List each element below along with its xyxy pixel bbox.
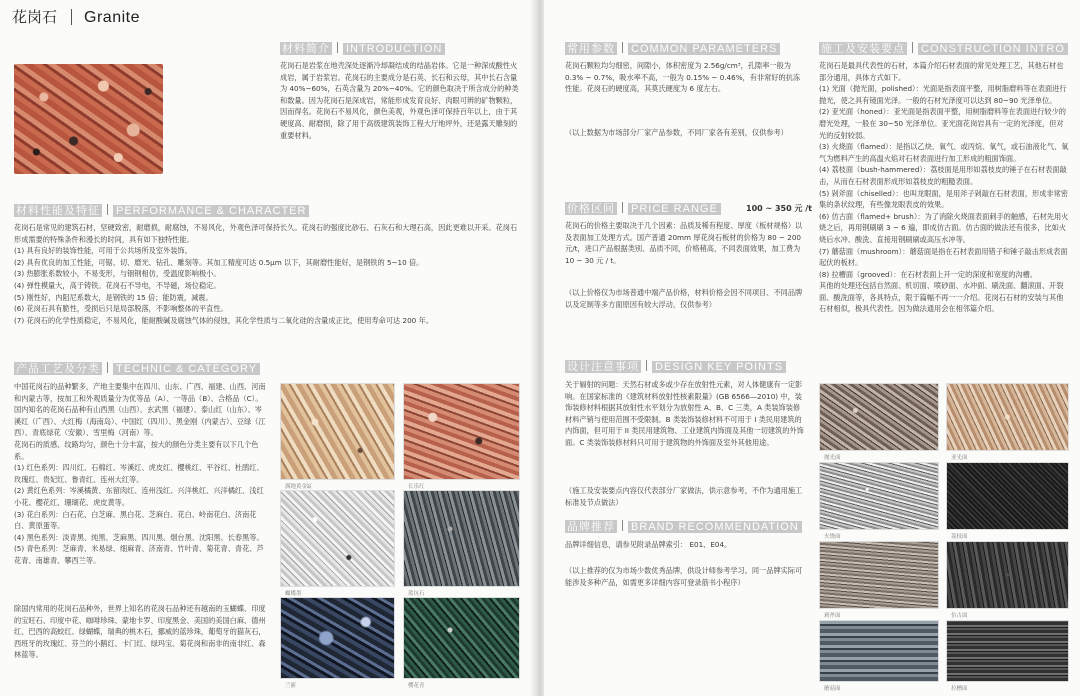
finish-item: (2) 亚光面（honed）：亚光面是指表面平整，用树脂磨料等在表面进行较少的磨光处理，一般在 30~50 光泽单位。亚光面花岗岩具有一定的光泽度，但对光的反射较弱。 [819,107,1066,140]
finish-polished: 抛光面 [819,383,939,451]
performance-item: (7) 花岗石的化学性质稳定，不易风化，能耐酸碱及腐蚀气体的侵蚀，其化学性质与二氧化硅的含量成正比，使用寿命可达 200 年。 [14,315,433,325]
construction-text: 花岗石是最具代表性的石材，本篇介绍石材表面的常见处理工艺，其他石材也部分通用，具体方式如下。 (1) 光面（抛光面，polished）：光面是指表面平整，用树脂磨料等在表面进行抛光，使之具有镜面光泽。一般的石材光泽度可以达到 80~90 光泽单位。 (2) 亚光面（honed）：亚光面是指表面平整，用树脂磨料等在表面进行较少的磨光处理，一般在 30~50 光泽单位。亚光面花岗岩具有一定的光泽度，但对光的反射较弱。 (3) 火烧面（flamed）：是指以乙炔、氧气、或丙烷、氧气，或石油液化气、氧气为燃料产生的高温火焰对石材表面进行加工形成的粗面饰面。 (4) 荔枝面（bush-hammered）：荔枝面是用形如荔枝皮的锤子在石材表面敲击，从而在石材表面形成形如荔枝皮的粗糙表面。 (5) 剁斧面（chiselled）：也叫龙眼面，是用斧子剁敲在石材表面，形成非常密集的条状纹理，有些像龙眼表皮的效果。 (6) 仿古面（flamed+ brush）：为了消除火烧面表面刺手的触感，石材先用火烧之后，再用钢刷刷 3 ~ 6 遍，即成仿古面。仿古面的做法还有很多，比如火烧后水冲、酸洗、直接用钢刷刷或高压水冲等。 (7) 蘑菇面（mushroom）：蘑菇面是指在石材表面用错子和锤子敲击形成表面起伏的板材。 (8) 拉槽面（grooved）：在石材表面上开一定的深度和宽度的沟槽。 其他的处理还包括自然面、机切面、喷砂面、水冲面、刷洗面、翻滚面、开裂面、酸洗面等，各具特点，限于篇幅不再一一介绍。花岗石石材的安装与其他石材相似，极具代表性。因为做法通用会在相邻篇介绍。 [819,61,1069,314]
tile-3: 蝴蝶墨 [280,490,395,587]
color-series-item: (4) 黑色系列：淡青黑、纯黑、芝麻黑、四川黑、烟台黑、沈阳黑、长春黑等。 [14,532,264,542]
finish-item: (1) 光面（抛光面，polished）：光面是指表面平整，用树脂磨料等在表面进行抛光，使之具有镜面光泽。一般的石材光泽度可以达到 80~90 光泽单位。 [819,84,1067,105]
tile-2: 长乐红 [403,383,520,480]
performance-item: (2) 具有优良的加工性能，可锯、切、磨光、钻孔、雕刻等。其加工精度可达 0.5μm 以下，其耐磨性能好，是钢铁的 5~10 倍。 [14,257,424,267]
tile-1: 满地黄金缸 [280,383,395,480]
finish-mushroom: 蘑菇面 [819,620,939,682]
technic-text-world: 除国内常用的花岗石品种外，世界上知名的花岗石品种还有越南的玉蝴蝶、印度的宝旺石、印度中花、咖啡珍珠、蒙地卡罗、印度黑金、美国的美国白麻、德州红、巴西的高蛟红、绿蝴蝶，瑞典的桃木石，挪威的蓝珍珠，葡萄牙的猫灰石，西班牙的玫瑰红、芬兰的小鹅红、卡门红、绿玛宝、菊花岗和南非的南非红、森林蓝等。 [14,604,266,660]
brand-text: 品牌详细信息，请参见附录品牌索引： E01、E04。 [565,540,732,549]
technic-heading: 产品工艺及分类 TECHNIC & CATEGORY [14,362,260,376]
finish-item: (7) 蘑菇面（mushroom）：蘑菇面是指在石材表面用错子和锤子敲击形成表面起伏的板材。 [819,246,1068,268]
left-page [0,0,536,696]
finish-bush-hammered: 荔枝面 [946,462,1069,530]
performance-text: 花岗石是常见的建筑石材，坚硬致密，耐磨损，耐腐蚀，不易风化，外观色泽可保持长久。花岗石的强度比砂石、石灰石和大理石高，因此更难以开采。花岗石形成需要的特殊条件和漫长的时间，具有如下独特性能。 (1) 具有良好的装饰性能，可用于公共场所及室外装饰。 (2) 具有优良的加工性能，可锯、切、磨光、钻孔、雕刻等。其加工精度可达 0.5μm 以下，其耐磨性能好，是钢铁的 5~10 倍。 (3) 热膨胀系数较小，不易变形，与铟钢相仿，受温度影响极小。 (4) 弹性模量大，高于铸铁。花岗石不导电，不导磁，场位稳定。 (5) 刚性好，内阻尼系数大，是钢铁的 15 倍；能防震，减震。 (6) 花岗石具有脆性，受损后只是局部脱落，不影响整体的平直性。 (7) 花岗石的化学性质稳定，不易风化，能耐酸碱及腐蚀气体的侵蚀，其化学性质与二氧化硅的含量成正比，使用寿命可达 200 年。 [14,222,520,342]
design-heading: 设计注意事项 DESIGN KEY POINTS [565,360,786,374]
tile-6: 樱花青 [403,597,520,679]
brand-heading: 品牌推荐 BRAND RECOMMENDATION [565,520,802,534]
finish-item: (8) 拉槽面（grooved）：在石材表面上开一定的深度和宽度的沟槽。 [819,269,1037,279]
design-note: （施工及安装要点内容仅代表部分厂家做法，供示意参考，不作为通用施工标准及节点做法） [565,486,803,507]
color-series-item: (3) 花白系列：白石花、白芝麻、黑白花、芝麻白、花白、岭南花白、济南花白、黄原蛋等。 [14,509,257,531]
performance-item: (1) 具有良好的装饰性能，可用于公共场所及室外装饰。 [14,246,192,256]
performance-item: (6) 花岗石具有脆性，受损后只是局部脱落，不影响整体的平直性。 [14,304,228,314]
params-text: 花岗石颗粒均匀细密，间隙小，体积密度为 2.56g/cm³，孔隙率一般为 0.3% ~ 0.7%，吸水率不高，一般为 0.15% ~ 0.46%，有非常好的抗冻性能。花岗石的硬度高，其莫氏硬度为 6 度左右。 [565,61,801,94]
granite-sample-image [14,64,163,174]
tile-4: 蓝坑石 [403,490,520,587]
brand-note: （以上推荐的仅为市场少数优秀品牌，供设计师参考学习。同一品牌实际可能涉及多种产品，如需更多详细内容可登录筋书小程序） [565,566,803,587]
right-page [544,0,1080,696]
finish-antique: 仿古面 [946,541,1069,609]
finish-flamed: 火烧面 [819,462,939,530]
color-series-item: (2) 黄红色系列：岑溪橘黄、东留肉红、连州浅红、兴洋桃红、兴洋橘红、浅红小花、樱花红、珊瑚花、虎皮黄等。 [14,486,264,507]
color-series-item: (5) 青色系列：芝麻青、米易绿、细麻青、济南青、竹叶青、菊花青、青花、芦花青、南雄青、攀西兰等。 [14,544,264,565]
finish-item: (5) 剁斧面（chiselled）：也叫龙眼面，是用斧子剁敲在石材表面，形成非常密集的条状纹理，有些像龙眼表皮的效果。 [819,188,1068,210]
finish-chiselled: 剁斧面 [819,541,939,609]
finish-honed: 亚光面 [946,383,1069,451]
params-heading: 常用参数 COMMON PARAMETERS [565,42,780,56]
performance-item: (3) 热膨胀系数较小，不易变形，与铟钢相仿，受温度影响极小。 [14,269,221,279]
intro-text: 花岗石是岩浆在地壳深处逐渐冷却凝结成的结晶岩体。它是一种深成酸性火成岩，属于岩浆岩。花岗石的主要成分是石英、长石和云母，其中长石含量为 40%~60%，石英含量为 20%~40%。它的颜色取决于所含成分的种类和数量。因为花岗石是深成岩，常能形成发育良好、肉眼可辨的矿物颗粒，因而得名。花岗石不易风化，颜色美观，外观色泽可保持百年以上，由于其硬度高、耐磨损，除了用于高级建筑装饰工程大厅地坪外，还是露天雕刻的重要材料。 [280,61,519,140]
finish-item: (6) 仿古面（flamed+ brush）：为了消除火烧面表面刺手的触感，石材先用火烧之后，再用钢刷刷 3 ~ 6 遍，即成仿古面。仿古面的做法还有很多，比如火烧后水冲、酸洗、直接用钢刷刷或高压水冲等。 [819,211,1069,244]
price-text: 花岗石的价格主要取决于几个因素：品质及稀有程度、厚度（板材规格）以及表面加工处理方式。国产普通 20mm 厚花岗石板材的价格为 80 ~ 200 元/t，进口产品根据类别、品质不同，价格稍高，不同表面效果，加工费为 10 ~ 30 元 / t。 [565,221,803,265]
performance-item: (5) 刚性好，内阻尼系数大，是钢铁的 15 倍；能防震，减震。 [14,292,213,302]
color-series-item: (1) 红色系列：四川红、石棉红、岑溪红、虎皮红、樱桃红、平谷红、杜鹃红、玫瑰红、贵妃红、鲁青红、连州大红等。 [14,463,264,484]
page-title [12,6,140,27]
design-text: 关于辐射的问题：天然石材或多或少存在放射性元素，对人体健康有一定影响。在国家标准的《建筑材料放射性核素限量》(GB 6566—2010) 中，装饰装修材料根据其放射性水平划分为放射性 A、B、C 三类，A 类装饰装修材料产销与使用范围不受限制。B 类装饰装修材料不可用于 I 类民用建筑的内饰面，但可用于 II 类民用建筑物、工业建筑内饰面及其他一切建筑的外饰面。C 类装饰装修材料只可用于建筑物的外饰面及室外其他用途。 [565,380,804,447]
tile-5: 兰新 [280,597,395,679]
params-note: （以上数据为市场部分厂家产品参数，不同厂家各有差别，仅供参考） [565,128,788,137]
technic-text: 中国花岗石的品种繁多，产地主要集中在四川、山东、广西、福建、山西、河南和内蒙古等，按加工和外观质量分为优等品（A）、一等品（B）、合格品（C）。国内知名的花岗石品种有山西黑（山西）、玄武黑（福建）、泰山红（山东）、岑溪红（广西）、大红梅（海南岛）、中国红（四川）、黑金刚（内蒙古）、豆绿（江西）、青底绿花（安徽）、雪里梅（河南）等。 花岗石的质感、纹路均匀，颜色十分丰富，按大的颜色分类主要有以下几个色系。 (1) 红色系列：四川红、石棉红、岑溪红、虎皮红、樱桃红、平谷红、杜鹃红、玫瑰红、贵妃红、鲁青红、连州大红等。 (2) 黄红色系列：岑溪橘黄、东留肉红、连州浅红、兴洋桃红、兴洋橘红、浅红小花、樱花红、珊瑚花、虎皮黄等。 (3) 花白系列：白石花、白芝麻、黑白花、芝麻白、花白、岭南花白、济南花白、黄原蛋等。 (4) 黑色系列：淡青黑、纯黑、芝麻黑、四川黑、烟台黑、沈阳黑、长春黑等。 (5) 青色系列：芝麻青、米易绿、细麻青、济南青、竹叶青、菊花青、青花、芦花青、南雄青、攀西兰等。 [14,382,266,565]
title-en: Granite [84,9,140,26]
finish-item: (4) 荔枝面（bush-hammered）：荔枝面是用形如荔枝皮的锤子在石材表面敲击，从而在石材表面形成形如荔枝皮的粗糙表面。 [819,165,1067,186]
price-note: （以上价格仅为市场普通中端产品价格，材料价格会因不同项目、不同品牌以及定制等多方面原因有较大浮动，仅供参考） [565,288,803,309]
price-heading: 价格区间 PRICE RANGE [565,202,721,216]
intro-heading: 材料简介 INTRODUCTION [280,42,445,56]
finish-grooved: 拉槽面 [946,620,1069,682]
performance-heading: 材料性能及特征 PERFORMANCE & CHARACTER [14,204,309,218]
construction-heading: 施工及安装要点 CONSTRUCTION INTRO [819,42,1068,56]
performance-item: (4) 弹性模量大，高于铸铁。花岗石不导电，不导磁，场位稳定。 [14,280,221,290]
price-range-value: 100 ~ 350 元 /t [746,204,812,213]
title-zh: 花岗石 [12,8,58,26]
finish-item: (3) 火烧面（flamed）：是指以乙炔、氧气、或丙烷、氧气，或石油液化气、氧气为燃料产生的高温火焰对石材表面进行加工形成的粗面饰面。 [819,142,1069,163]
